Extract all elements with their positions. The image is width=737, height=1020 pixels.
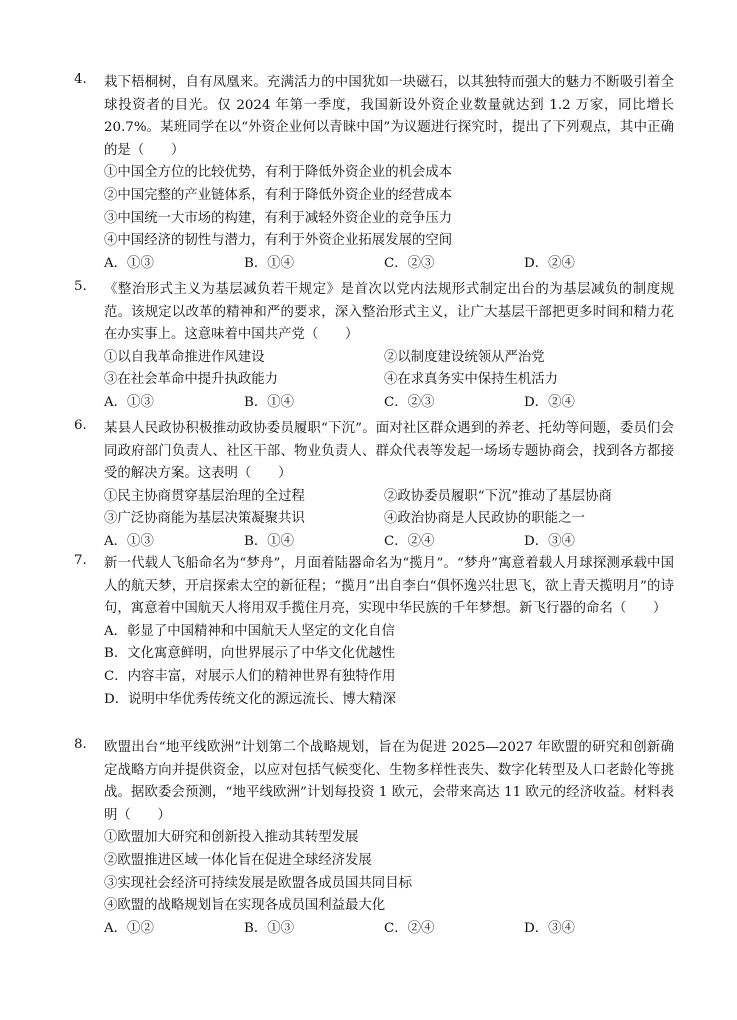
question-stem: 欧盟出台“地平线欧洲”计划第二个战略规划，旨在为促进 2025—2027 年欧盟的研究和创新确定战略方向并提供资金，以应对包括气候变化、生物多样性丧失、数字化转型及人口老龄化等挑战。据欧委会预测，“地平线欧洲”计划每投资 1 欧元，会带来高达 11 欧元的经济收益。材料表明（ ） bbox=[104, 740, 674, 823]
statement: ③实现社会经济可持续发展是欧盟各成员国共同目标 bbox=[104, 875, 412, 891]
question-4 bbox=[74, 72, 674, 275]
statement: ④在求真务实中保持生机活力 bbox=[384, 372, 559, 388]
question-7 bbox=[74, 553, 674, 711]
statement: ④中国经济的韧性与潜力，有利于外资企业拓展发展的空间 bbox=[104, 233, 453, 249]
choice-a[interactable]: A．①③ bbox=[104, 533, 154, 549]
question-stem: 栽下梧桐树，自有凤凰来。充满活力的中国犹如一块磁石，以其独特而强大的魅力不断吸引着全球投资者的目光。仅 2024 年第一季度，我国新设外资企业数量就达到 1.2 万家，同比增长 20.7%。某班同学在以“外资企业何以青睐中国”为议题进行探究时，提出了下列观点，其中正确的是（ ） bbox=[104, 75, 674, 158]
statement: ①中国全方位的比较优势，有利于降低外资企业的机会成本 bbox=[104, 165, 453, 181]
choice-c[interactable]: C．②③ bbox=[384, 255, 435, 271]
choice-b[interactable]: B．①④ bbox=[244, 533, 295, 549]
question-8 bbox=[74, 737, 674, 940]
statement: ①欧盟加大研究和创新投入推动其转型发展 bbox=[104, 830, 359, 846]
statement-row bbox=[104, 486, 674, 509]
choice-a[interactable]: A．①③ bbox=[104, 255, 154, 271]
statement: ④政治协商是人民政协的职能之一 bbox=[384, 511, 585, 527]
statement: ②政协委员履职“下沉”推动了基层协商 bbox=[384, 488, 612, 504]
statement: ①民主协商贯穿基层治理的全过程 bbox=[104, 488, 305, 504]
statement-row bbox=[104, 347, 674, 370]
statement-row bbox=[104, 369, 674, 392]
choice-d[interactable]: D．②④ bbox=[524, 394, 575, 410]
statement: ②中国完整的产业链体系，有利于降低外资企业的经营成本 bbox=[104, 187, 453, 203]
answer-choices bbox=[104, 392, 674, 415]
statement-row bbox=[104, 508, 674, 531]
question-number: 5. bbox=[74, 279, 87, 294]
statement: ②欧盟推进区域一体化旨在促进全球经济发展 bbox=[104, 852, 372, 868]
choice-a[interactable]: A．彰显了中国精神和中国航天人坚定的文化自信 bbox=[104, 623, 395, 639]
question-stem: 某县人民政协积极推动政协委员履职“下沉”。面对社区群众遇到的养老、托幼等问题，委员们会同政府部门负责人、社区干部、物业负责人、群众代表等发起一场场专题协商会，找到各方都接受的解决方案。这表明（ ） bbox=[104, 421, 674, 482]
choice-c[interactable]: C．②④ bbox=[384, 533, 435, 549]
question-number: 6. bbox=[74, 418, 87, 433]
answer-choices bbox=[104, 253, 674, 276]
choice-d[interactable]: D．说明中华优秀传统文化的源远流长、博大精深 bbox=[104, 691, 396, 707]
choice-d[interactable]: D．③④ bbox=[524, 533, 575, 549]
choice-c[interactable]: C．内容丰富，对展示人们的精神世界有独特作用 bbox=[104, 668, 396, 684]
statement: ③广泛协商能为基层决策凝聚共识 bbox=[104, 511, 305, 527]
choice-d[interactable]: D．③④ bbox=[524, 920, 575, 936]
statement: ②以制度建设统领从严治党 bbox=[384, 349, 545, 365]
question-number: 4. bbox=[74, 72, 87, 87]
question-number: 8. bbox=[74, 737, 87, 752]
question-5 bbox=[74, 279, 674, 415]
choice-b[interactable]: B．①④ bbox=[244, 394, 295, 410]
statement: ③中国统一大市场的构建，有利于减轻外资企业的竞争压力 bbox=[104, 210, 453, 226]
statement: ③在社会革命中提升执政能力 bbox=[104, 372, 279, 388]
choice-c[interactable]: C．②④ bbox=[384, 920, 435, 936]
answer-choices bbox=[104, 918, 674, 941]
choice-c[interactable]: C．②③ bbox=[384, 394, 435, 410]
statement: ①以自我革命推进作风建设 bbox=[104, 349, 265, 365]
choice-b[interactable]: B．文化寓意鲜明，向世界展示了中华文化优越性 bbox=[104, 646, 396, 662]
choice-a[interactable]: A．①② bbox=[104, 920, 154, 936]
choice-b[interactable]: B．①④ bbox=[244, 255, 295, 271]
answer-choices bbox=[104, 531, 674, 554]
statement: ④欧盟的战略规划旨在实现各成员国利益最大化 bbox=[104, 898, 386, 914]
question-number: 7. bbox=[74, 553, 87, 568]
choice-a[interactable]: A．①③ bbox=[104, 394, 154, 410]
question-6 bbox=[74, 418, 674, 554]
question-stem: 新一代载人飞船命名为“梦舟”，月面着陆器命名为“揽月”。“梦舟”寓意着载人月球探测承载中国人的航天梦，开启探索太空的新征程；“揽月”出自李白“俱怀逸兴壮思飞，欲上青天揽明月”的诗句，寓意着中国航天人将用双手揽住月亮，实现中华民族的千年梦想。新飞行器的命名（ ） bbox=[104, 556, 674, 617]
choice-b[interactable]: B．①③ bbox=[244, 920, 295, 936]
question-stem: 《整治形式主义为基层减负若干规定》是首次以党内法规形式制定出台的为基层减负的制度规范。该规定以改革的精神和严的要求，深入整治形式主义，让广大基层干部把更多时间和精力花在办实事上。这意味着中国共产党（ ） bbox=[104, 282, 674, 343]
choice-d[interactable]: D．②④ bbox=[524, 255, 575, 271]
